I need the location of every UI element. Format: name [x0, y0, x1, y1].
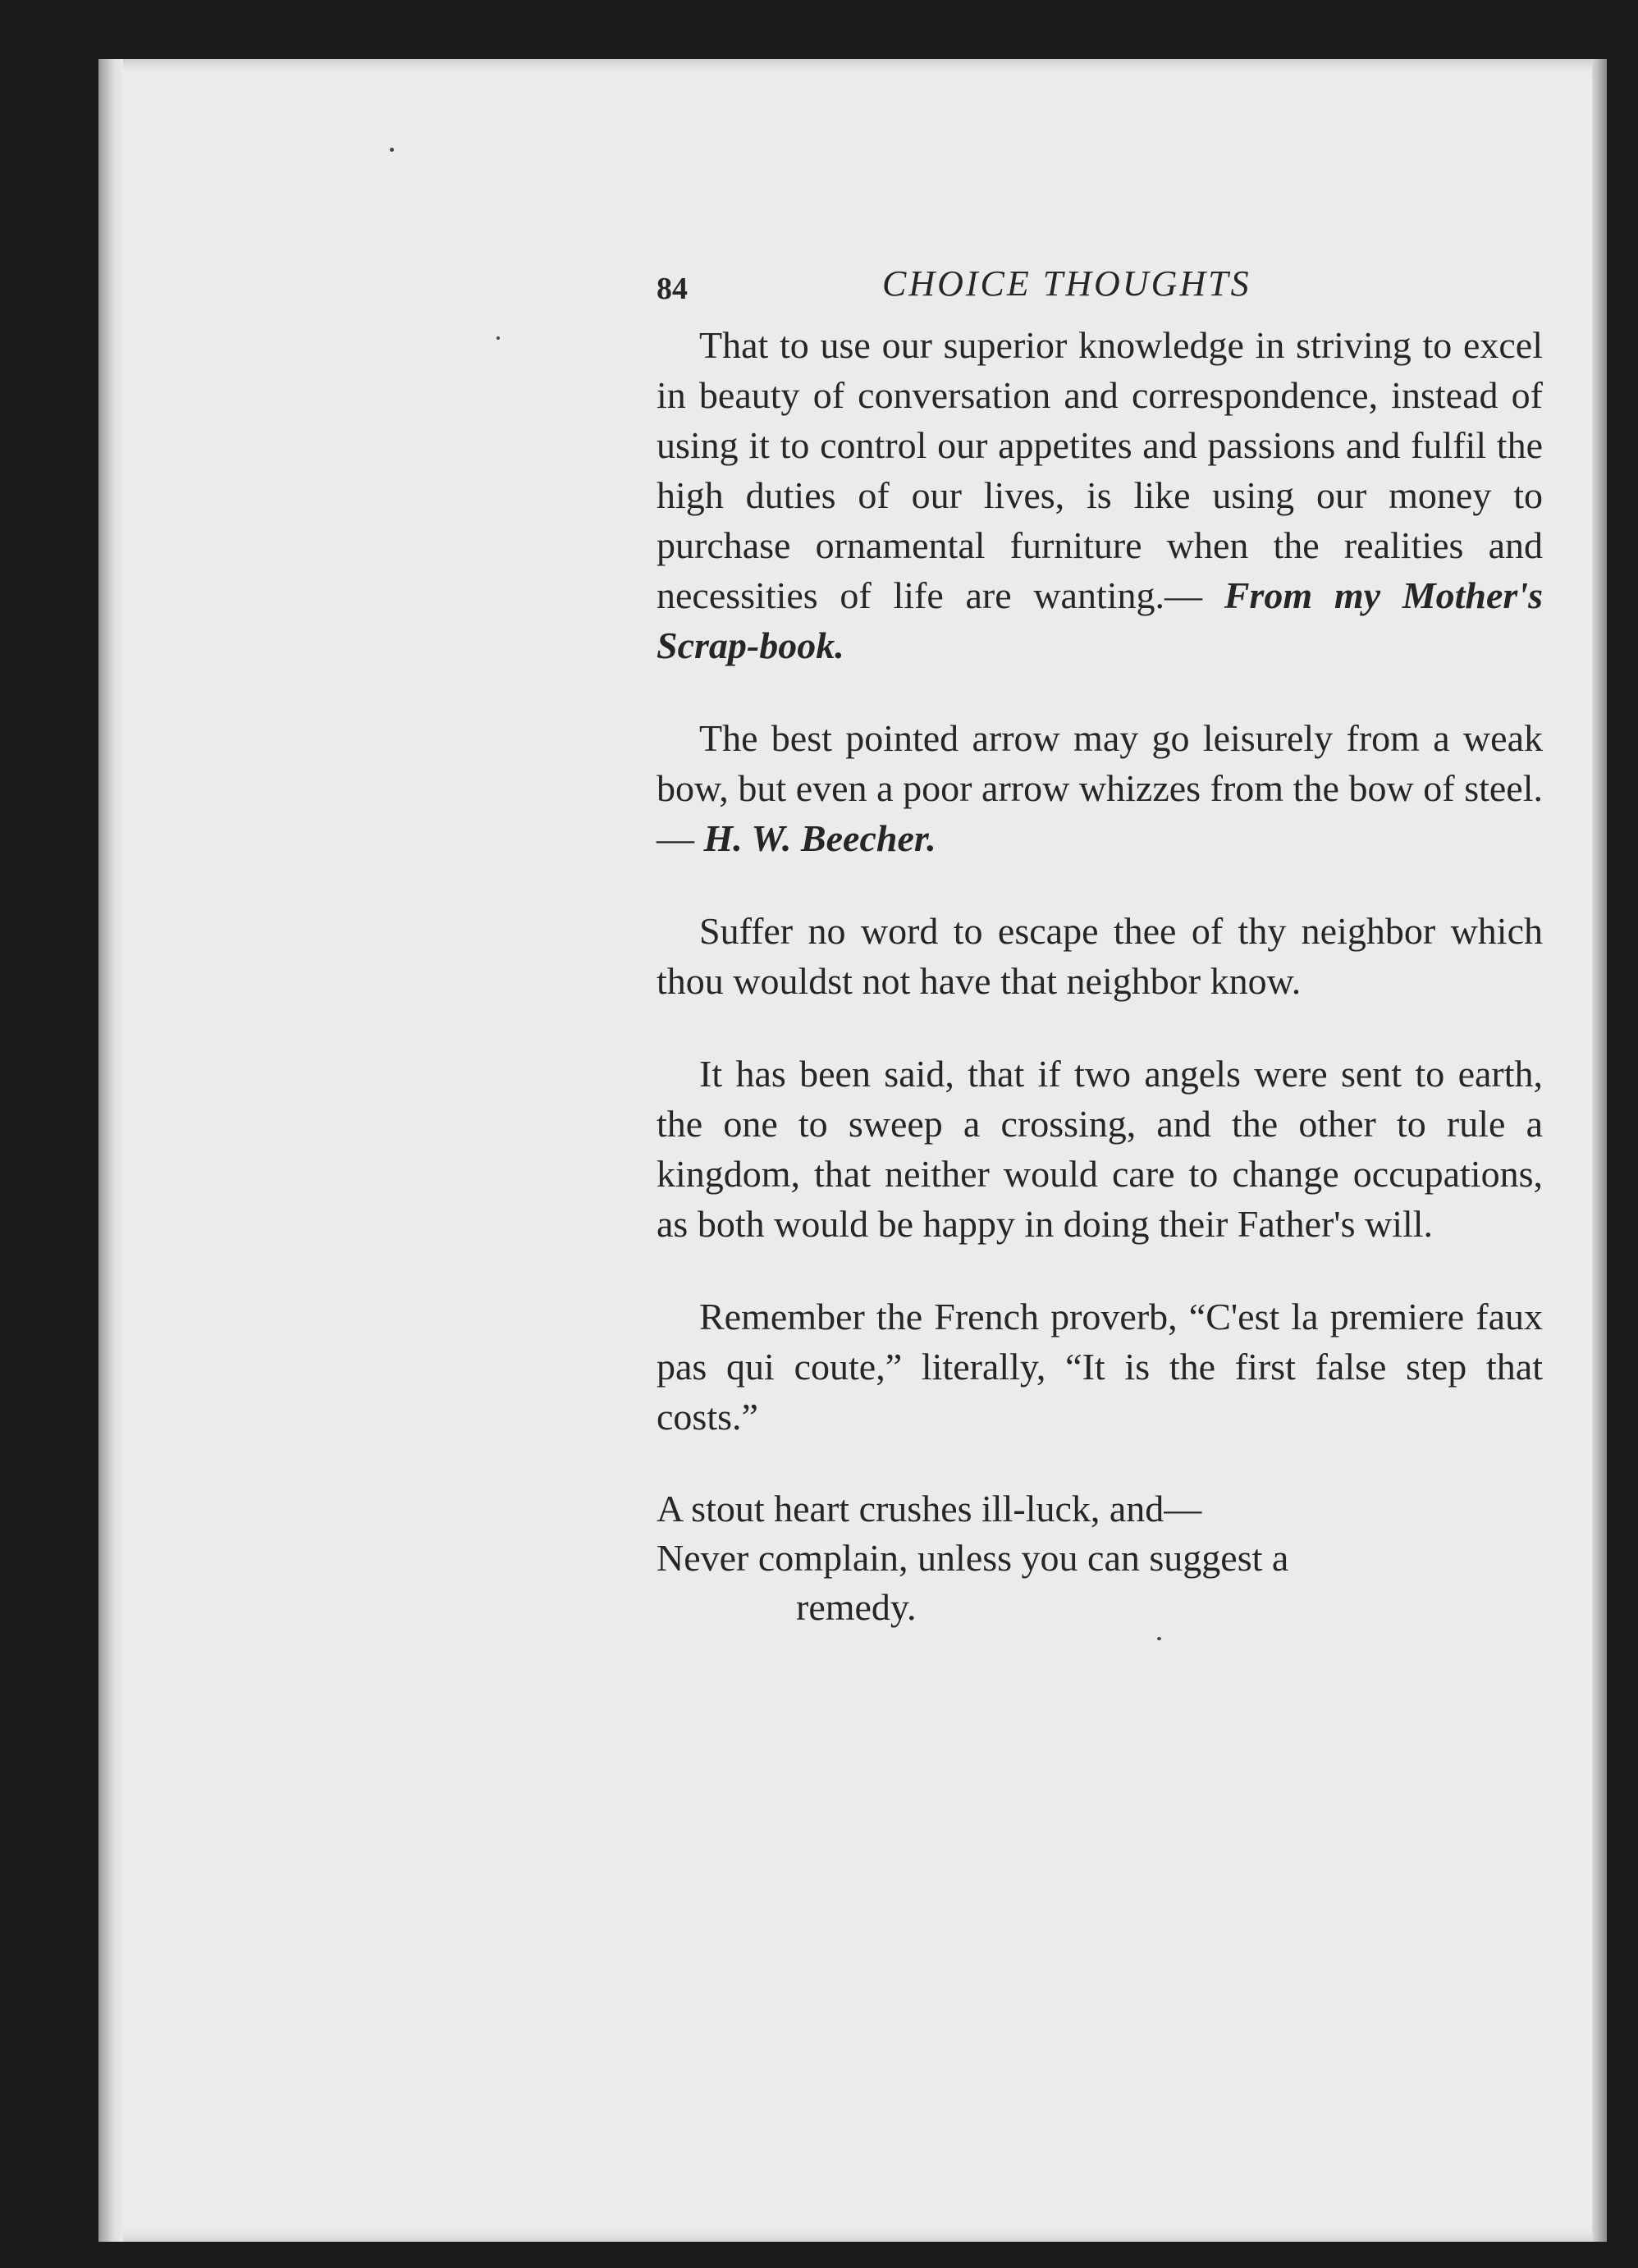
- dust-speck: [496, 336, 500, 340]
- page-right-edge: [1592, 59, 1607, 2242]
- quote-attribution: From my Mother's Scrap-book.: [657, 574, 1543, 666]
- quote-attribution: H. W. Beecher.: [703, 817, 936, 859]
- running-head: [657, 263, 1543, 320]
- running-title: CHOICE THOUGHTS: [882, 263, 1251, 304]
- closing-line: A stout heart crushes ill-luck, and—: [657, 1488, 1202, 1530]
- closing-line: remedy.: [796, 1586, 917, 1628]
- page-text-block: [657, 263, 1543, 1632]
- dust-speck: [1157, 1637, 1161, 1640]
- quote-text: That to use our superior knowledge in striving to excel in beauty of conversation and correspondence, instead of using it to control our appetites and passions and fulfil the high duties of our lives, is like using our money to purchase ornamental furniture when the realities and necessities of life are wanting.—: [657, 324, 1543, 616]
- quote-text: It has been said, that if two angels were sent to earth, the one to sweep a crossing, and the other to rule a kingdom, that neither would care to change occupations, as both would be happy in doing their Father's will.: [657, 1053, 1543, 1245]
- quote-text: Remember the French proverb, “C'est la premiere faux pas qui coute,” literally, “It is the first false step that costs.”: [657, 1296, 1543, 1438]
- dust-speck: [390, 148, 394, 152]
- quote-paragraph: [657, 1049, 1543, 1249]
- quote-text: The best pointed arrow may go leisurely from a weak bow, but even a poor arrow whizzes from the bow of steel.—: [657, 717, 1543, 859]
- closing-line: Never complain, unless you can suggest a: [657, 1537, 1289, 1579]
- page-top-edge: [98, 59, 1607, 71]
- quote-paragraph: [657, 906, 1543, 1006]
- quote-paragraph: [657, 713, 1543, 863]
- closing-lines: [657, 1484, 1543, 1632]
- page-number: 84: [657, 272, 688, 306]
- quote-text: Suffer no word to escape thee of thy neighbor which thou wouldst not have that neighbor know.: [657, 910, 1543, 1002]
- quote-paragraph: [657, 320, 1543, 670]
- page-binding-edge: [98, 59, 123, 2242]
- quote-paragraph: [657, 1292, 1543, 1442]
